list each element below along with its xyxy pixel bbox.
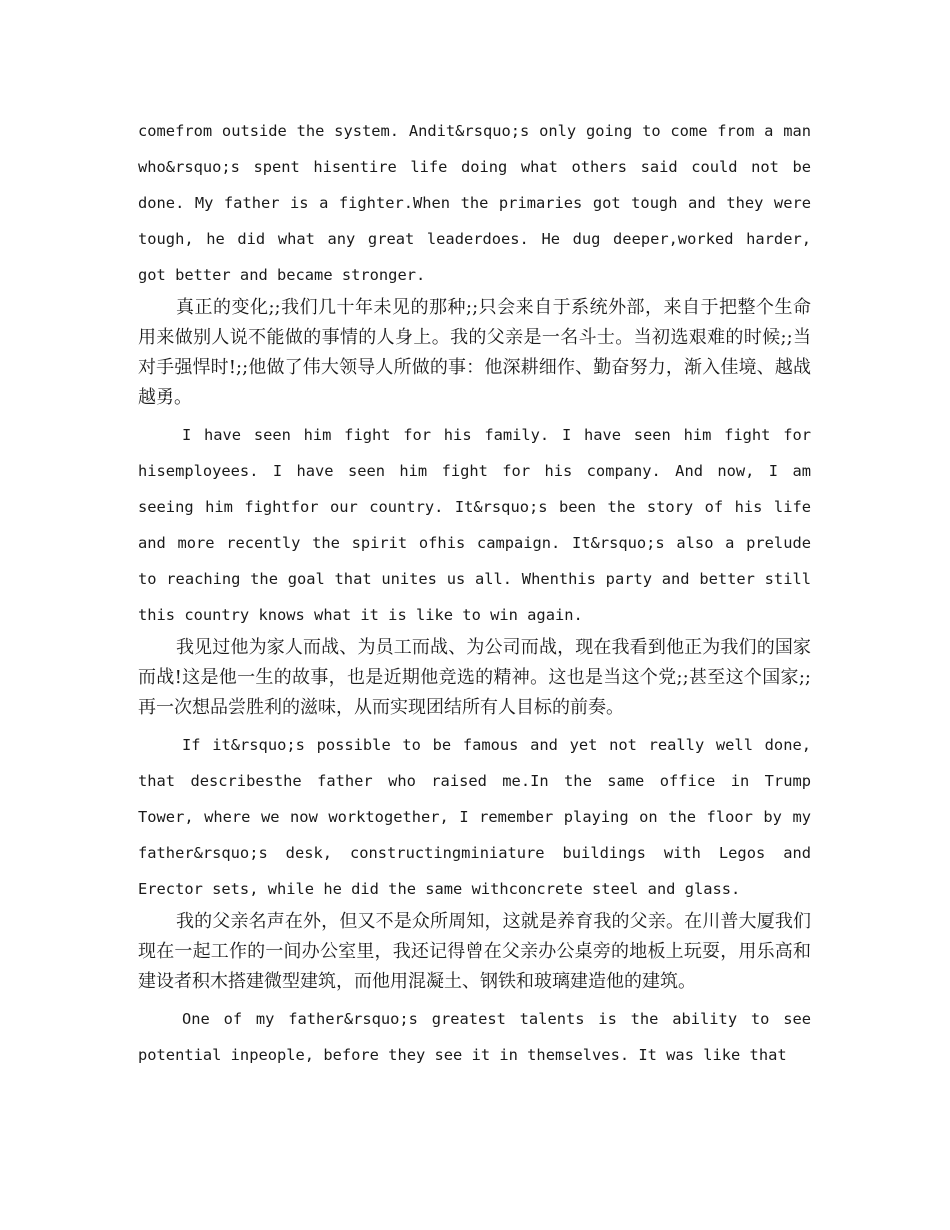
paragraph-en-2: I have seen him fight for his family. I have seen him fight for hisemployees. I have seen him fight for his company. And now, I am seeing him fightfor our country. It&rsquo;s been the story of his life and more recently the spirit ofhis campaign. It&rsquo;s also a prelude to reaching the goal that unites us all. Whenthis party and better still this country knows what it is like to win again. [138, 426, 811, 624]
paragraph-en-4: One of my father&rsquo;s greatest talents is the ability to see potential inpeople, before they see it in themselves. It was like that [138, 1010, 811, 1064]
paragraph-zh-3: 我的父亲名声在外，但又不是众所周知，这就是养育我的父亲。在川普大厦我们现在一起工作的一间办公室里，我还记得曾在父亲办公桌旁的地板上玩耍，用乐高和建设者积木搭建微型建筑，而他用混凝土、钢铁和玻璃建造他的建筑。 [138, 911, 811, 992]
document-page [138, 113, 811, 1073]
paragraph-en-1: comefrom outside the system. Andit&rsquo;s only going to come from a man who&rsquo;s spent hisentire life doing what others said could not be done. My father is a fighter.When the primaries got tough and they were tough, he did what any great leaderdoes. He dug deeper,worked harder, got better and became stronger. [138, 122, 811, 284]
paragraph-zh-1: 真正的变化;;我们几十年未见的那种;;只会来自于系统外部，来自于把整个生命用来做别人说不能做的事情的人身上。我的父亲是一名斗士。当初选艰难的时候;;当对手强悍时!;;他做了伟大领导人所做的事：他深耕细作、勤奋努力，渐入佳境、越战越勇。 [138, 297, 811, 408]
paragraph-zh-2: 我见过他为家人而战、为员工而战、为公司而战，现在我看到他正为我们的国家而战!这是他一生的故事，也是近期他竞选的精神。这也是当这个党;;甚至这个国家;;再一次想品尝胜利的滋味，从而实现团结所有人目标的前奏。 [138, 637, 811, 718]
paragraph-en-3: If it&rsquo;s possible to be famous and yet not really well done, that describesthe father who raised me.In the same office in Trump Tower, where we now worktogether, I remember playing on the floor by my father&rsquo;s desk, constructingminiature buildings with Legos and Erector sets, while he did the same withconcrete steel and glass. [138, 736, 811, 898]
